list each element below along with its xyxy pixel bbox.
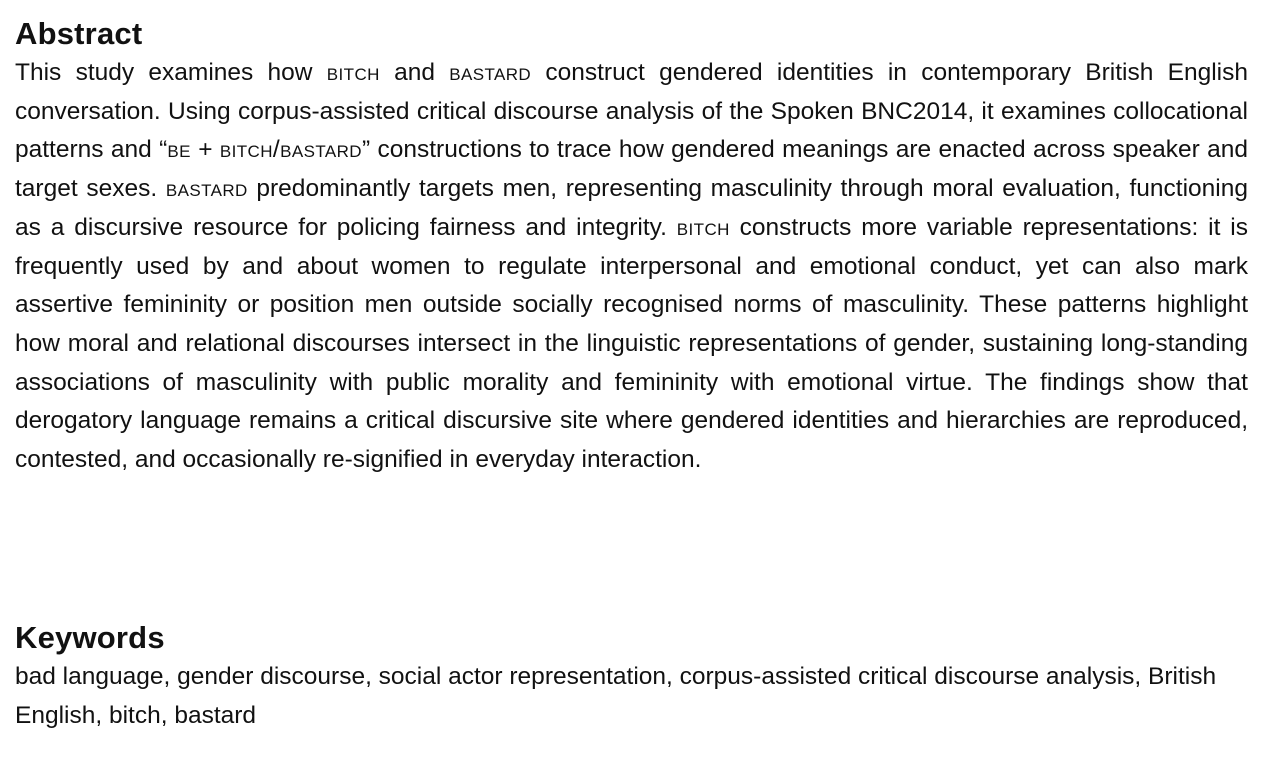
abstract-text-segment: +: [190, 136, 220, 164]
abstract-term-bastard: bastard: [449, 59, 532, 86]
abstract-term-bitch: bitch: [676, 213, 730, 241]
abstract-text-segment: and: [379, 59, 450, 86]
abstract-term-bitch-bastard: bitch/bastard: [219, 136, 362, 164]
abstract-section: [15, 14, 1248, 480]
abstract-term-bastard: bastard: [165, 175, 248, 203]
abstract-text-segment: ” constructions to trace how gendered meanings are enacted across speaker and target sexes.: [15, 136, 1249, 203]
abstract-body: [15, 54, 1248, 480]
abstract-term-be: be: [167, 136, 191, 164]
keywords-section: [15, 618, 1248, 735]
abstract-heading: Abstract: [15, 16, 143, 51]
abstract-text-segment: constructs more variable representations: it is frequently used by and about women to regulate interpersonal and emotional conduct, yet can also mark assertive femininity or position men outside socially recognised norms of masculinity. These patterns highlight how moral and relational discourses intersect in the linguistic representations of gender, sustaining long-standing associations of masculinity with public morality and femininity with emotional virtue. The findings show that derogatory language remains a critical discursive site where gendered identities and hierarchies are reproduced, contested, and occasionally re-signified in everyday interaction.: [15, 213, 1248, 474]
keywords-list: bad language, gender discourse, social actor representation, corpus-assisted critical discourse analysis, British English, bitch, bastard: [15, 663, 1217, 729]
abstract-text-segment: construct gendered identities in contemporary British English conversation. Using corpus-assisted critical discourse analysis of the Spoken BNC2014, it examines collocational patterns and “: [15, 59, 1249, 164]
abstract-term-bitch: bitch: [326, 59, 380, 86]
abstract-text-segment: This study examines how: [15, 59, 327, 86]
abstract-text-segment: predominantly targets men, representing masculinity through moral evaluation, functioning as a discursive resource for policing fairness and integrity.: [15, 175, 1248, 241]
keywords-heading: Keywords: [15, 620, 165, 655]
